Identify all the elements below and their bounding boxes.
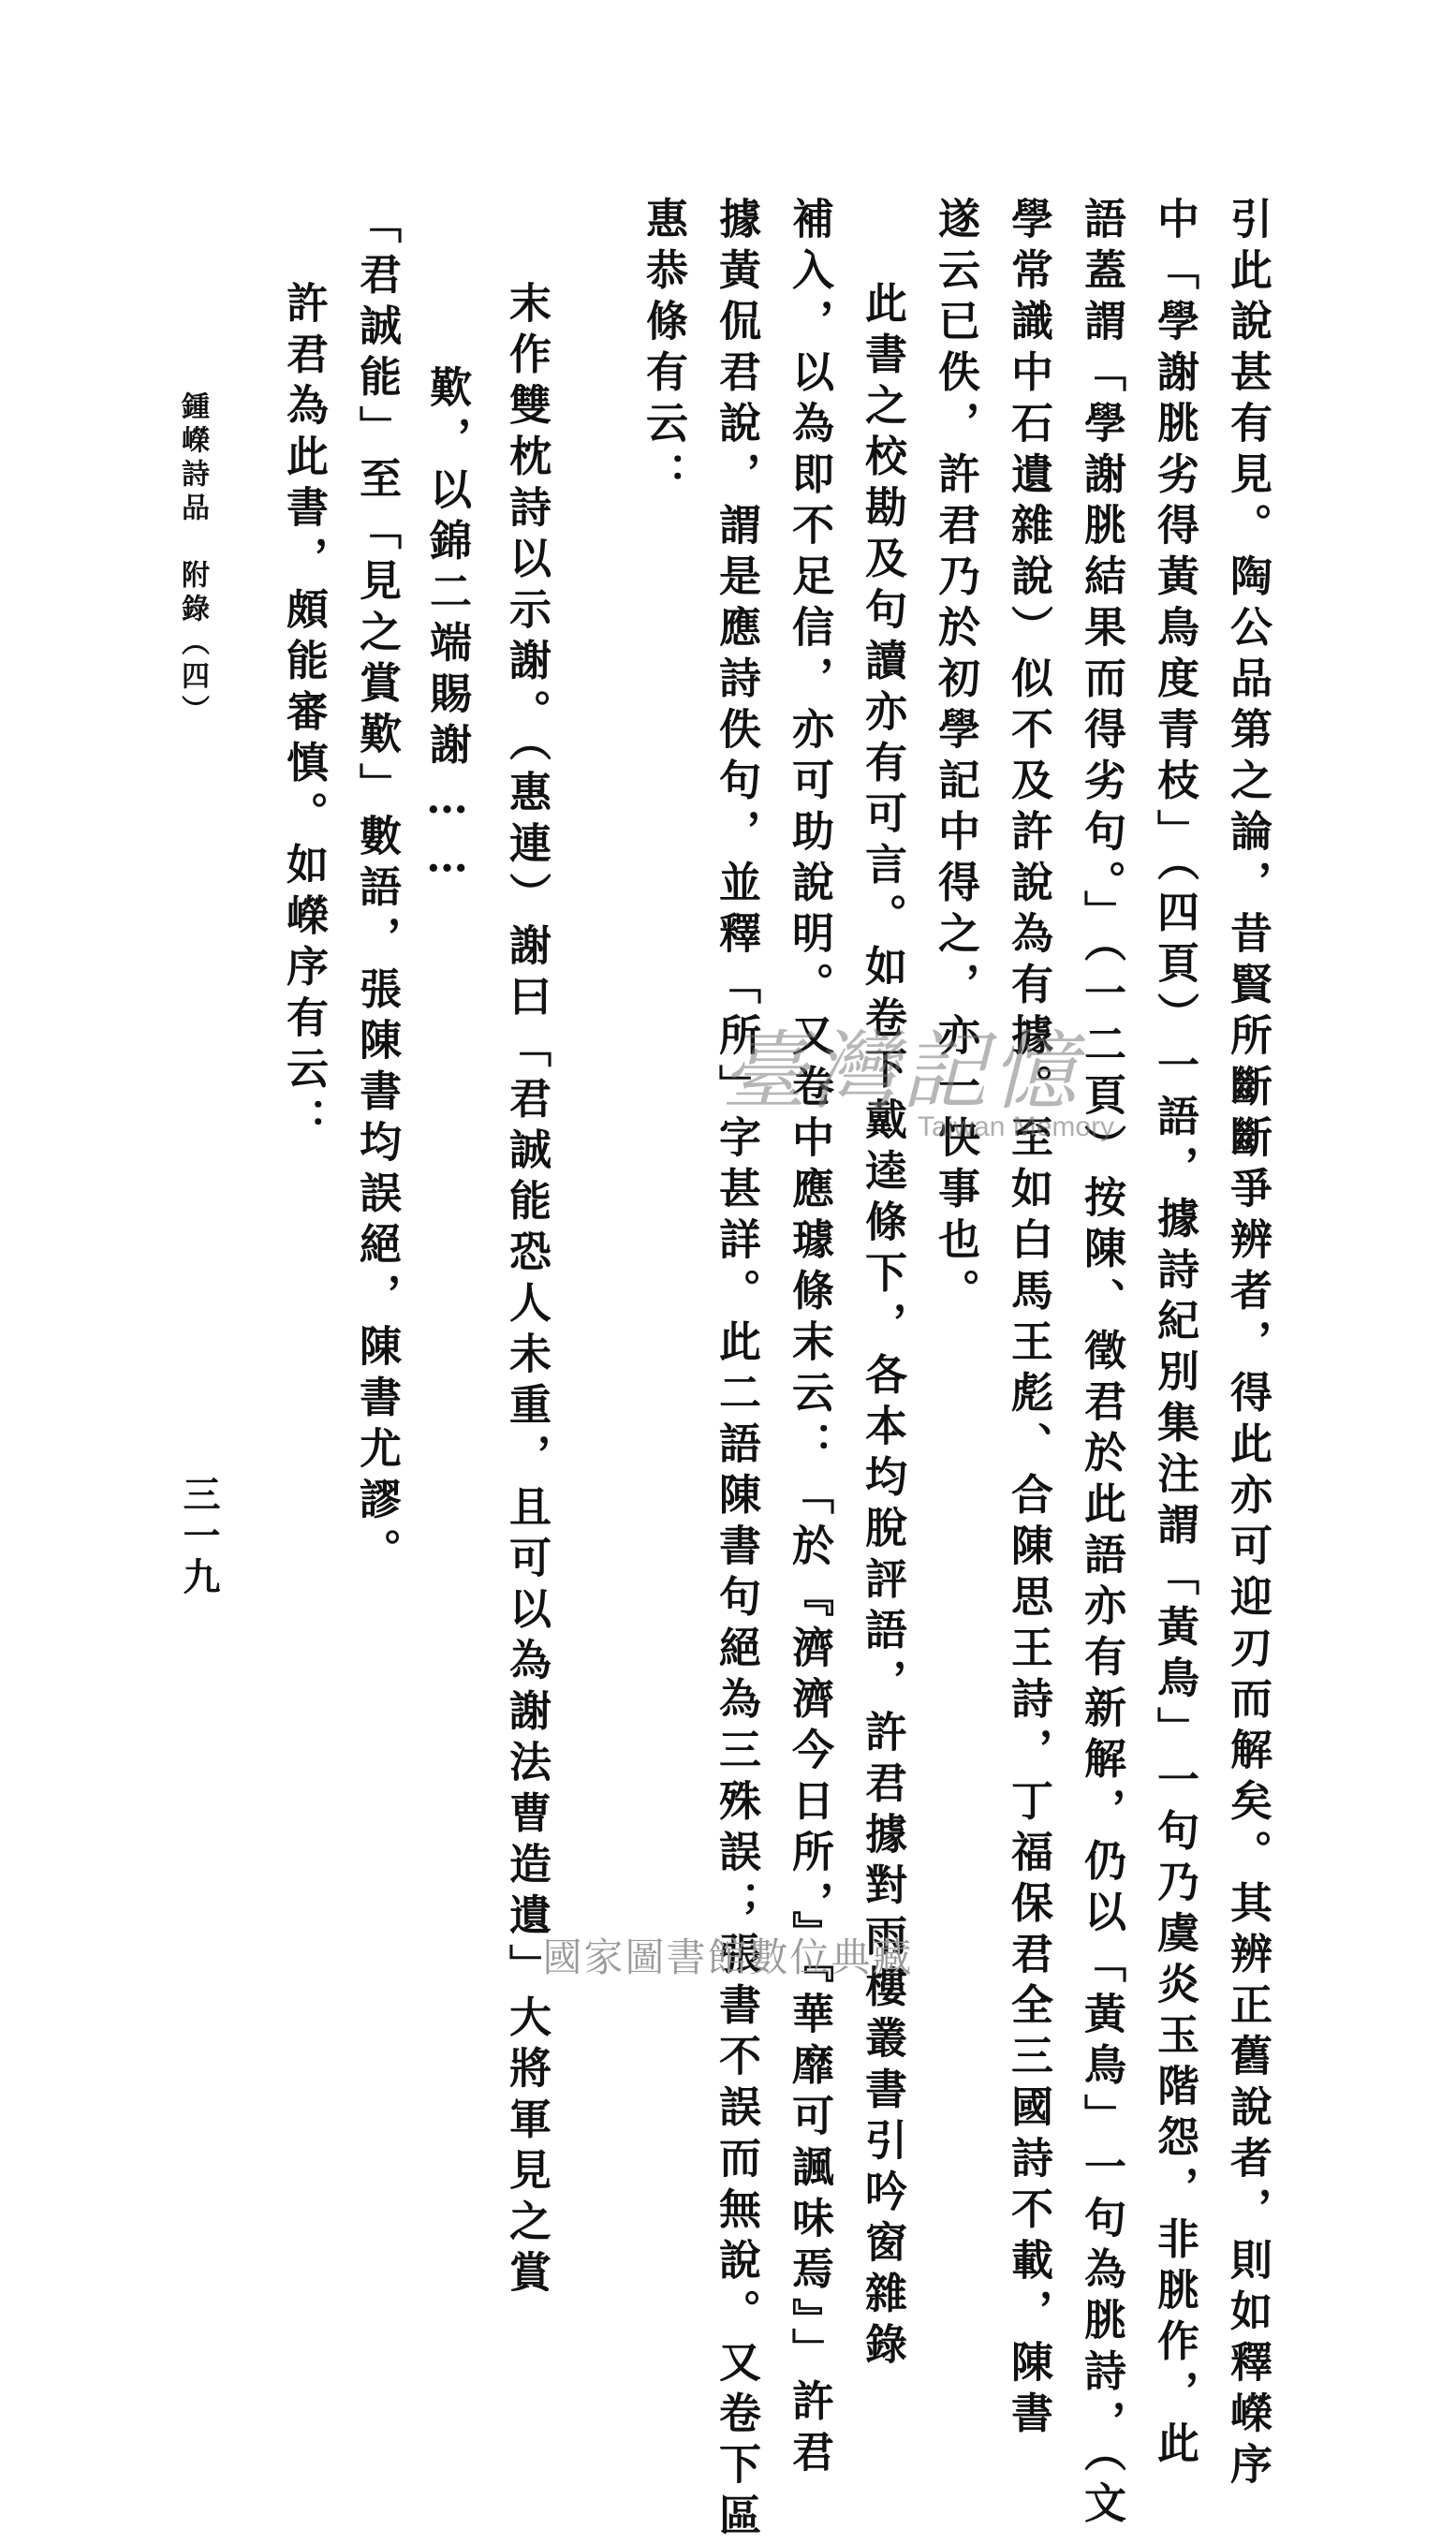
text-column: 遂云已佚，許君乃於初學記中得之，亦一快事也。 — [931, 197, 980, 1319]
running-header: 鍾嶸詩品 附錄（四） — [176, 391, 209, 728]
text-column: 許君為此書，頗能審慎。如嶸序有云： — [279, 281, 329, 1149]
text-column: 語蓋謂「學謝朓結果而得劣句。」（一二頁）按陳、徵君於此語亦有新解，仍以「黃鳥」一句為朓詩，（文 — [1077, 197, 1126, 2532]
text-column: 此書之校勘及句讀亦有可言。如卷下戴逵條下，各本均脫評語，許君據對雨樓叢書引吟窗雜錄 — [858, 281, 907, 2374]
text-column: 中「學謝朓劣得黃鳥度青枝」（四頁）一語，據詩紀別集注謂「黃鳥」一句乃虞炎玉階怨，非朓作，此 — [1150, 197, 1199, 2472]
text-column: 「君誠能」至「見之賞歎」數語，張陳書均誤絕，陳書尤謬。 — [352, 201, 402, 1580]
watermark-logo — [721, 1022, 1133, 1166]
text-column: 補入，以為即不足信，亦可助說明。又卷中應璩條末云：「於『濟濟今日所，』『華靡可諷味焉』」許君 — [785, 197, 834, 2481]
quote-column: 歎，以錦二端賜謝…… — [422, 365, 472, 890]
quote-column: 末作雙枕詩以示謝。（惠連）謝曰「君誠能恐人未重，且可以為謝法曹造遺」大將軍見之賞 — [502, 281, 552, 2301]
page-number: 三一九 — [177, 1475, 221, 1598]
watermark-chinese: 臺灣記憶 — [721, 1022, 1081, 1122]
text-column: 惠恭條有云： — [639, 197, 688, 503]
watermark-english: Taiwan Memory — [918, 1111, 1115, 1142]
text-column: 據黃侃君說，謂是應詩佚句，並釋「所」字甚詳。此二語陳書句絕為三殊誤；張書不誤而無說。又卷下區 — [712, 197, 761, 2544]
text-column: 引此說甚有見。陶公品第之論，昔賢所斷斷爭辨者，得此亦可迎刃而解矣。其辨正舊說者，則如釋嶸序 — [1223, 197, 1272, 2493]
footer-credit: 國家圖書館數位典藏 — [542, 1934, 914, 1980]
text-column: 學常識中石遺雜說）似不及許說為有據。至如白馬王彪、合陳思王詩，丁福保君全三國詩不載，陳書 — [1004, 197, 1053, 2442]
